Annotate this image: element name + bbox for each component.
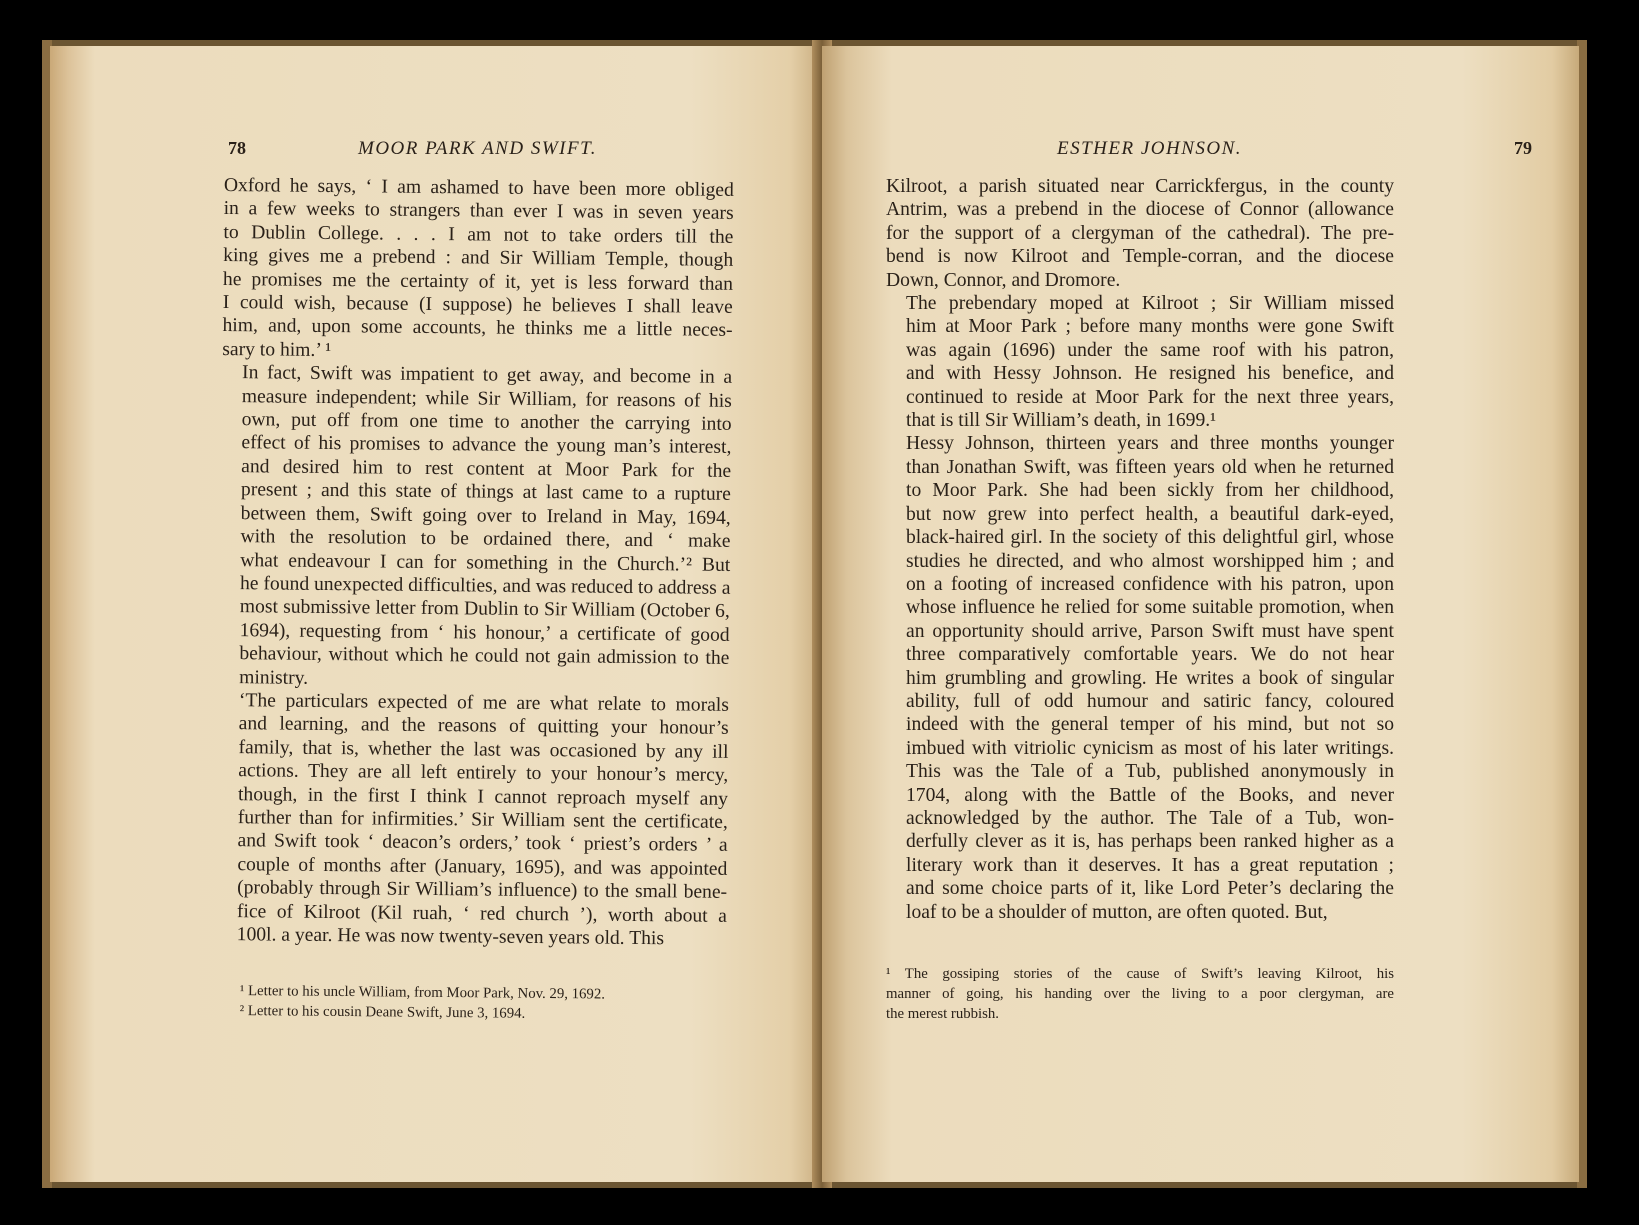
text-line: what endeavour I can for something in the Church.’² But [240,549,731,576]
text-line: continued to reside at Moor Park for the next three years, [906,386,1394,408]
text-line: Kilroot, a parish situated near Carrickfergus, in the county [886,176,1394,197]
text-line: he promises me the certainty of it, yet is less forward than [222,268,734,295]
text-line: 1694), requesting from ‘ his honour,’ a certificate of good [239,619,730,646]
text-line: and Swift took ‘ deacon’s orders,’ took ‘ priest’s orders ’ a [237,830,728,857]
text-line: The prebendary moped at Kilroot ; Sir William missed [906,293,1394,315]
text-line: though, in the first I think I cannot reproach myself any [237,783,729,810]
text-line: on a footing of increased confidence with his patron, upon [906,573,1394,595]
paragraph [886,432,1394,924]
page-number: 78 [228,138,246,158]
text-line: ‘The particulars expected of me are what relate to morals [238,690,730,716]
text-line: further than for infirmities.’ Sir William sent the certificate, [237,807,728,833]
text-line: sary to him.’ ¹ [222,338,332,361]
paragraph [217,689,729,951]
left-page-body [217,174,734,951]
footnote-line: the merest rubbish. [886,1006,1000,1022]
text-line: behaviour, without which he could not gain admission to the [239,643,730,669]
text-line: and some choice parts of it, like Lord Peter’s declaring the [906,878,1394,900]
text-line: an opportunity should arrive, Parson Swift must have spent [906,620,1394,642]
paragraph [222,174,734,366]
text-line: (probably through Sir William’s influence) to the small bene- [237,877,728,904]
footnote-line: manner of going, his handing over the living to a poor clergyman, are [886,986,1394,1002]
text-line: fice of Kilroot (Kil ruah, ‘ red church ’), worth about a [236,900,728,927]
text-line: This was the Tale of a Tub, published anonymously in [906,761,1394,783]
right-page [822,46,1579,1182]
text-line: bend is now Kilroot and Temple-corran, and the diocese [886,246,1394,268]
text-line: own, put off from one time to another the carrying into [241,409,732,435]
text-line: loaf to be a shoulder of mutton, are often quoted. But, [906,901,1328,923]
page-number: 79 [1514,138,1532,158]
text-line: king gives me a prebend : and Sir William Temple, though [223,245,734,272]
running-head: MOOR PARK AND SWIFT. [358,138,597,159]
text-line: studies he directed, and who almost worshipped him ; and [906,550,1394,572]
text-line: three comparatively comfortable years. We do not hear [906,644,1394,666]
paragraph [886,175,1394,292]
text-line: couple of months after (January, 1695), and was appointed [237,853,728,880]
left-page-header [228,138,788,164]
text-line: In fact, Swift was impatient to get away, and become in a [241,362,733,389]
text-line: family, that is, whether the last was occasioned by any ill [238,736,729,763]
text-line: derfully clever as it is, has perhaps been ranked higher as a [906,831,1394,853]
text-line: and desired him to rest content at Moor Park for the [241,456,732,482]
text-line: and with Hessy Johnson. He resigned his benefice, and [906,363,1394,385]
text-line: imbued with vitriolic cynicism as most of his later writings. [906,737,1394,759]
text-line: indeed with the general temper of his mind, but not so [906,714,1394,736]
left-page [50,46,822,1182]
text-line: for the support of a clergyman of the cathedral). The pre- [886,222,1394,244]
right-page-header [887,138,1532,164]
footnote-line: ¹ Letter to his uncle William, from Moor Park, Nov. 29, 1692. [239,982,606,1003]
text-line: with the resolution to be ordained there, and ‘ make [240,526,731,552]
text-line: actions. They are all left entirely to your honour’s mercy, [238,760,729,787]
text-line: but now grew into perfect health, a beautiful dark-eyed, [906,503,1394,525]
text-line: literary work than it deserves. It has a great reputation ; [906,854,1394,876]
text-line: effect of his promises to advance the young man’s interest, [241,432,732,459]
text-line: to Dublin College. . . . I am not to take orders till the [223,221,734,248]
text-line: black-haired girl. In the society of this delightful girl, whose [906,527,1394,549]
text-line: Oxford he says, ‘ I am ashamed to have been more obliged [223,174,734,201]
paragraph [886,292,1394,432]
text-line: in a few weeks to strangers than ever I was in seven years [223,198,734,225]
text-line: than Jonathan Swift, was fifteen years old when he returned [906,456,1394,478]
text-line: ministry. [239,666,309,689]
text-line: to Moor Park. She had been sickly from her childhood, [906,480,1394,502]
text-line: Down, Connor, and Dromore. [886,269,1121,291]
text-line: between them, Swift going over to Ireland in May, 1694, [240,502,731,529]
text-line: most submissive letter from Dublin to Sir William (October 6, [239,596,730,623]
running-head: ESTHER JOHNSON. [1057,138,1243,159]
text-line: ability, full of odd humour and satiric fancy, coloured [906,690,1394,712]
left-page-footnotes [240,981,740,1026]
footnote-line: ¹ The gossiping stories of the cause of Swift’s leaving Kilroot, his [886,966,1394,982]
text-line: 100l. a year. He was now twenty-seven years old. This [236,924,665,950]
footnote-line: ² Letter to his cousin Deane Swift, June 3, 1694. [239,1002,526,1022]
text-line: present ; and this state of things at last came to a rupture [240,479,732,506]
text-line: whose influence he relied for some suitable promotion, when [906,597,1394,619]
text-line: that is till Sir William’s death, in 1699.¹ [906,410,1217,432]
right-page-footnotes [886,964,1394,1024]
text-line: Antrim, was a prebend in the diocese of Connor (allowance [886,199,1394,221]
text-line: acknowledged by the author. The Tale of a Tub, won- [906,807,1394,829]
open-book [42,40,1587,1188]
right-page-body [886,175,1394,924]
text-line: was again (1696) under the same roof with his patron, [906,339,1394,361]
text-line: him grumbling and growling. He writes a book of singular [906,667,1394,689]
text-line: him, and, upon some accounts, he thinks me a little neces- [222,315,733,342]
text-line: I could wish, because (I suppose) he believes I shall leave [222,292,733,318]
paragraph [219,361,732,694]
text-line: Hessy Johnson, thirteen years and three months younger [906,433,1394,455]
text-line: him at Moor Park ; before many months were gone Swift [906,316,1394,338]
text-line: he found unexpected difficulties, and was reduced to address a [239,573,731,599]
text-line: and learning, and the reasons of quitting your honour’s [238,713,729,740]
text-line: measure independent; while Sir William, for reasons of his [241,385,732,412]
text-line: 1704, along with the Battle of the Books, and never [906,784,1394,806]
